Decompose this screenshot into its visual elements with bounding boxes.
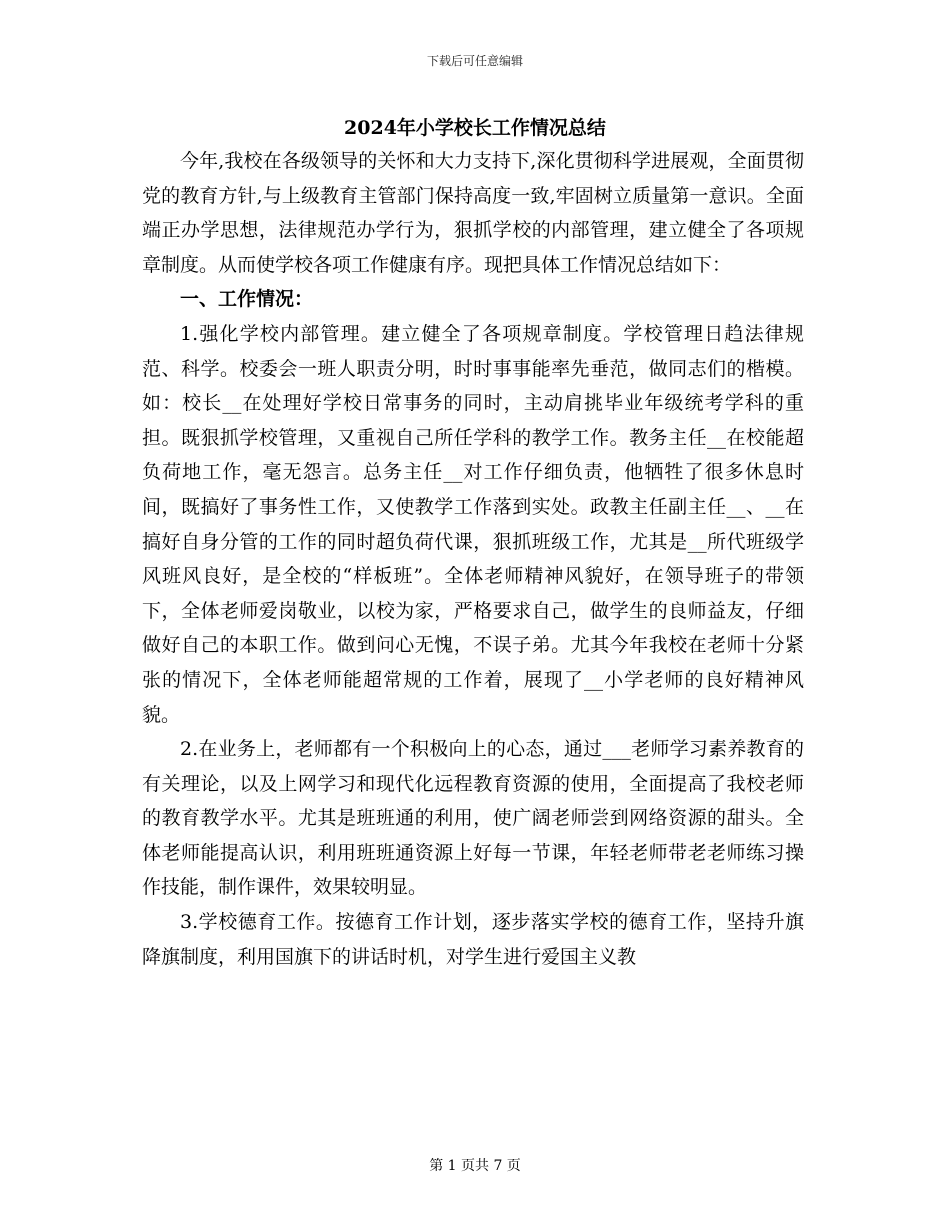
paragraph-item-1: 1.强化学校内部管理。建立健全了各项规章制度。学校管理日趋法律规范、科学。校委会一班人职责分明，时时事事能率先垂范，做同志们的楷模。如：校长__在处理好学校日常事务的同时，主动肩挑毕业年级统考学科的重担。既狠抓学校管理，又重视自己所任学科的教学工作。教务主任__在校能超负荷地工作，毫无怨言。总务主任__对工作仔细负责，他牺牲了很多休息时间，既搞好了事务性工作，又使教学工作落到实处。政教主任副主任__、__在搞好自身分管的工作的同时超负荷代课，狠抓班级工作，尤其是__所代班级学风班风良好，是全校的“样板班”。全体老师精神风貌好，在领导班子的带领下，全体老师爱岗敬业，以校为家，严格要求自己，做学生的良师益友，仔细做好自己的本职工作。做到问心无愧，不误子弟。尤其今年我校在老师十分紧张的情况下，全体老师能超常规的工作着，展现了__小学老师的良好精神风貌。 <box>142 322 804 726</box>
page-footer: 第 1 页共 7 页 <box>429 1158 521 1174</box>
section-heading-work-status: 一、工作情况： <box>180 288 314 311</box>
paragraph-item-2: 2.在业务上，老师都有一个积极向上的心态，通过___老师学习素养教育的有关理论，以及上网学习和现代化远程教育资源的使用，全面提高了我校老师的教育教学水平。尤其是班班通的利用，使广阔老师尝到网络资源的甜头。全体老师能提高认识，利用班班通资源上好每一节课，年轻老师带老老师练习操作技能，制作课件，效果较明显。 <box>142 738 804 899</box>
paragraph-item-3: 3.学校德育工作。按德育工作计划，逐步落实学校的德育工作，坚持升旗降旗制度，利用国旗下的讲话时机，对学生进行爱国主义教 <box>142 911 804 968</box>
page-header: 下载后可任意编辑 <box>426 54 523 68</box>
document-title: 2024年小学校长工作情况总结 <box>344 117 606 139</box>
paragraph-intro: 今年,我校在各级领导的关怀和大力支持下,深化贯彻科学进展观，全面贯彻党的教育方针,与上级教育主管部门保持高度一致,牢固树立质量第一意识。全面端正办学思想，法律规范办学行为，狠抓学校的内部管理，建立健全了各项规章制度。从而使学校各项工作健康有序。现把具体工作情况总结如下： <box>142 150 804 276</box>
document-body <box>142 144 804 974</box>
